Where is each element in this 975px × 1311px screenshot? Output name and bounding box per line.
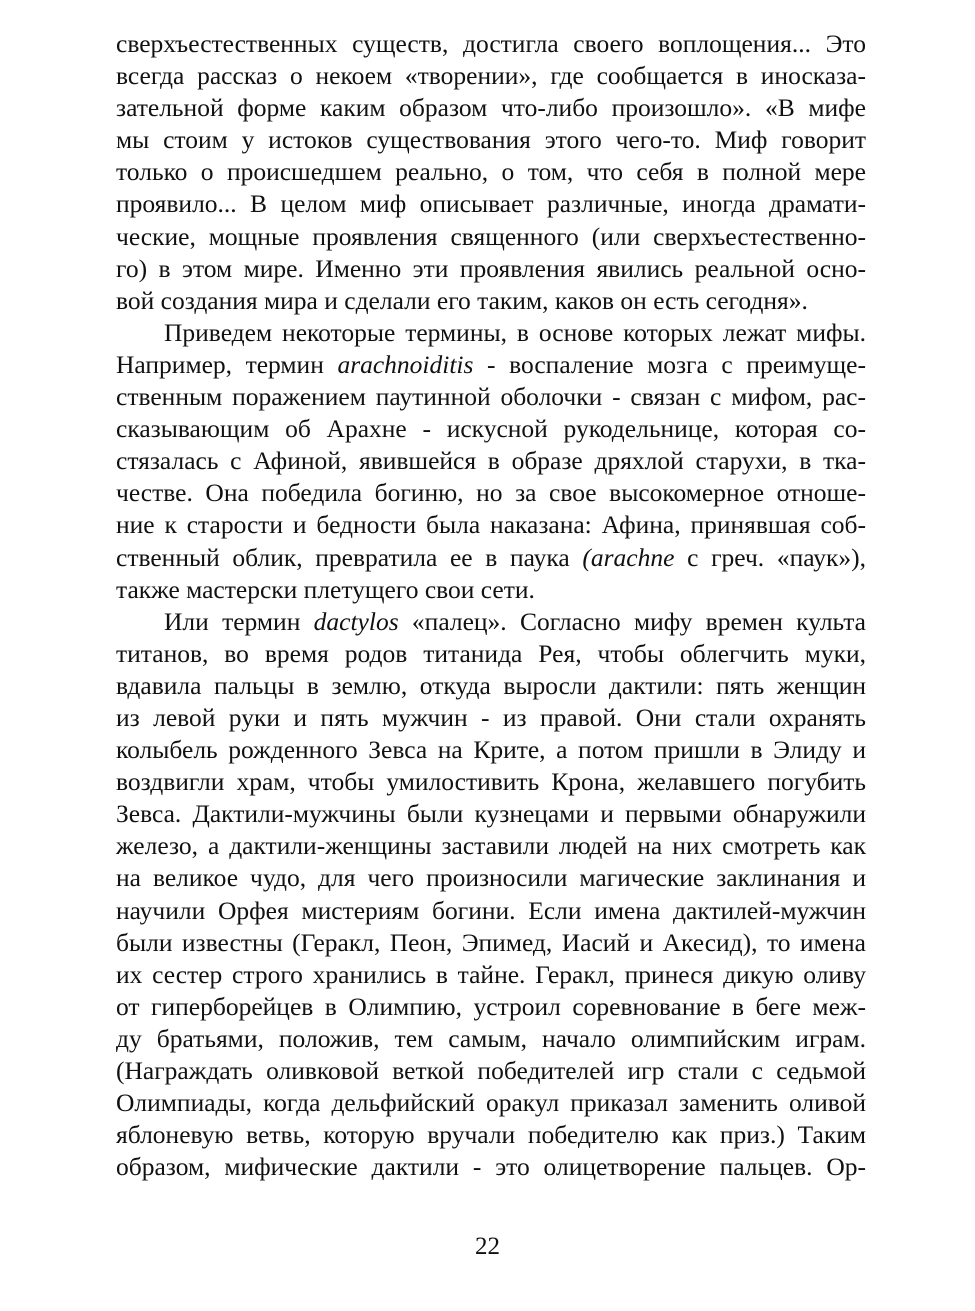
text-segment: ду братьями, положив, тем самым, начало олимпийским играм. bbox=[116, 1023, 866, 1053]
text-segment: титанов, во время родов титанида Рея, чтобы облегчить муки, bbox=[116, 638, 866, 668]
text-line bbox=[116, 60, 866, 92]
text-segment: Приведем некоторые термины, в основе которых лежат мифы. bbox=[164, 317, 866, 347]
text-segment: всегда рассказ о некоем «творении», где сообщается в иносказа- bbox=[116, 61, 866, 91]
text-line bbox=[116, 734, 866, 766]
text-segment: честве. Она победила богиню, но за свое высокомерное отноше- bbox=[116, 478, 866, 508]
text-line bbox=[116, 959, 866, 991]
text-segment: колыбель рожденного Зевса на Крите, а потом пришли в Элиду и bbox=[116, 735, 866, 765]
text-segment: (Награждать оливковой веткой победителей игр стали с седьмой bbox=[116, 1056, 866, 1085]
text-segment: вой создания мира и сделали его таким, каков он есть сегодня». bbox=[116, 285, 808, 315]
text-segment: образом, мифические дактили - это олицетворение пальцев. Ор- bbox=[116, 1152, 866, 1182]
text-segment: сказывающим об Арахне - искусной рукодельнице, которая со- bbox=[116, 414, 866, 444]
text-line bbox=[116, 188, 866, 220]
text-line bbox=[116, 28, 866, 60]
text-segment: вдавила пальцы в землю, откуда выросли дактили: пять женщин bbox=[116, 670, 866, 700]
text-line bbox=[116, 92, 866, 124]
text-line bbox=[116, 1151, 866, 1183]
text-segment: от гиперборейцев в Олимпию, устроил соревнование в беге меж- bbox=[116, 991, 866, 1021]
text-line bbox=[116, 477, 866, 509]
text-line bbox=[116, 766, 866, 798]
text-line bbox=[116, 606, 866, 638]
text-segment: ственный облик, превратила ее в паука bbox=[116, 542, 583, 572]
text-segment: - воспаление мозга с преимуще- bbox=[473, 349, 866, 379]
text-line bbox=[116, 638, 866, 670]
text-line bbox=[116, 349, 866, 381]
text-line bbox=[116, 156, 866, 188]
text-segment: ческие, мощные проявления священного (или сверхъестественно- bbox=[116, 221, 866, 251]
text-line bbox=[116, 317, 866, 349]
text-segment: мы стоим у истоков существования этого чего-то. Миф говорит bbox=[116, 125, 866, 155]
text-line bbox=[116, 381, 866, 413]
text-segment: яблоневую ветвь, которую вручали победителю как приз.) Таким bbox=[116, 1120, 866, 1150]
text-segment: Зевса. Дактили-мужчины были кузнецами и первыми обнаружили bbox=[116, 799, 866, 829]
text-line bbox=[116, 670, 866, 702]
italic-term: (arachne bbox=[582, 542, 675, 572]
text-segment: только о происшедшем реально, о том, что себя в полной мере bbox=[116, 157, 866, 187]
text-line bbox=[116, 895, 866, 927]
text-line bbox=[116, 285, 866, 317]
text-segment: с греч. «паук»), bbox=[674, 542, 866, 572]
text-segment: были известны (Геракл, Пеон, Эпимед, Иасий и Акесид), то имена bbox=[116, 927, 866, 957]
text-line bbox=[116, 1023, 866, 1055]
body-text bbox=[116, 28, 866, 1183]
text-segment: научили Орфея мистериям богини. Если имена дактилей-мужчин bbox=[116, 895, 866, 925]
text-line bbox=[116, 509, 866, 541]
italic-term: dactylos bbox=[313, 606, 399, 636]
page-number: 22 bbox=[475, 1233, 500, 1260]
text-segment: ственным поражением паутинной оболочки - связан с мифом, рас- bbox=[116, 382, 866, 412]
text-line bbox=[116, 1119, 866, 1151]
text-segment: Олимпиады, когда дельфийский оракул приказал заменить оливой bbox=[116, 1088, 866, 1118]
text-segment: Или термин bbox=[164, 606, 314, 636]
text-segment: ние к старости и бедности была наказана: Афина, принявшая соб- bbox=[116, 510, 866, 540]
text-segment: сверхъестественных существ, достигла своего воплощения... Это bbox=[116, 29, 866, 58]
text-line bbox=[116, 702, 866, 734]
text-segment: из левой руки и пять мужчин - из правой. Они стали охранять bbox=[116, 702, 866, 732]
text-line bbox=[116, 1087, 866, 1119]
text-line bbox=[116, 253, 866, 285]
text-segment: го) в этом мире. Именно эти проявления явились реальной осно- bbox=[116, 253, 866, 283]
text-line bbox=[116, 798, 866, 830]
text-line bbox=[116, 413, 866, 445]
text-segment: также мастерски плетущего свои сети. bbox=[116, 574, 535, 604]
text-line bbox=[116, 862, 866, 894]
text-segment: железо, а дактили-женщины заставили людей на них смотреть как bbox=[116, 831, 866, 861]
paragraph bbox=[116, 28, 866, 317]
text-line bbox=[116, 574, 866, 606]
paragraph bbox=[116, 317, 866, 606]
text-line bbox=[116, 542, 866, 574]
text-segment: на великое чудо, для чего произносили магические заклинания и bbox=[116, 863, 866, 893]
text-line bbox=[116, 927, 866, 959]
text-segment: их сестер строго хранились в тайне. Геракл, принеся дикую оливу bbox=[116, 959, 866, 989]
text-segment: Например, термин bbox=[116, 349, 338, 379]
text-line bbox=[116, 221, 866, 253]
text-line bbox=[116, 124, 866, 156]
text-segment: воздвигли храм, чтобы умилостивить Крона, желавшего погубить bbox=[116, 767, 866, 797]
text-line bbox=[116, 1055, 866, 1087]
paragraph bbox=[116, 606, 866, 1184]
text-line bbox=[116, 991, 866, 1023]
text-segment: стязалась с Афиной, явившейся в образе дряхлой старухи, в тка- bbox=[116, 446, 866, 476]
text-line bbox=[116, 445, 866, 477]
text-segment: проявило... В целом миф описывает различные, иногда драмати- bbox=[116, 189, 866, 219]
text-line bbox=[116, 830, 866, 862]
italic-term: arachnoiditis bbox=[337, 349, 474, 379]
text-segment: «палец». Согласно мифу времен культа bbox=[398, 606, 866, 636]
text-segment: зательной форме каким образом что-либо произошло». «В мифе bbox=[116, 93, 866, 123]
